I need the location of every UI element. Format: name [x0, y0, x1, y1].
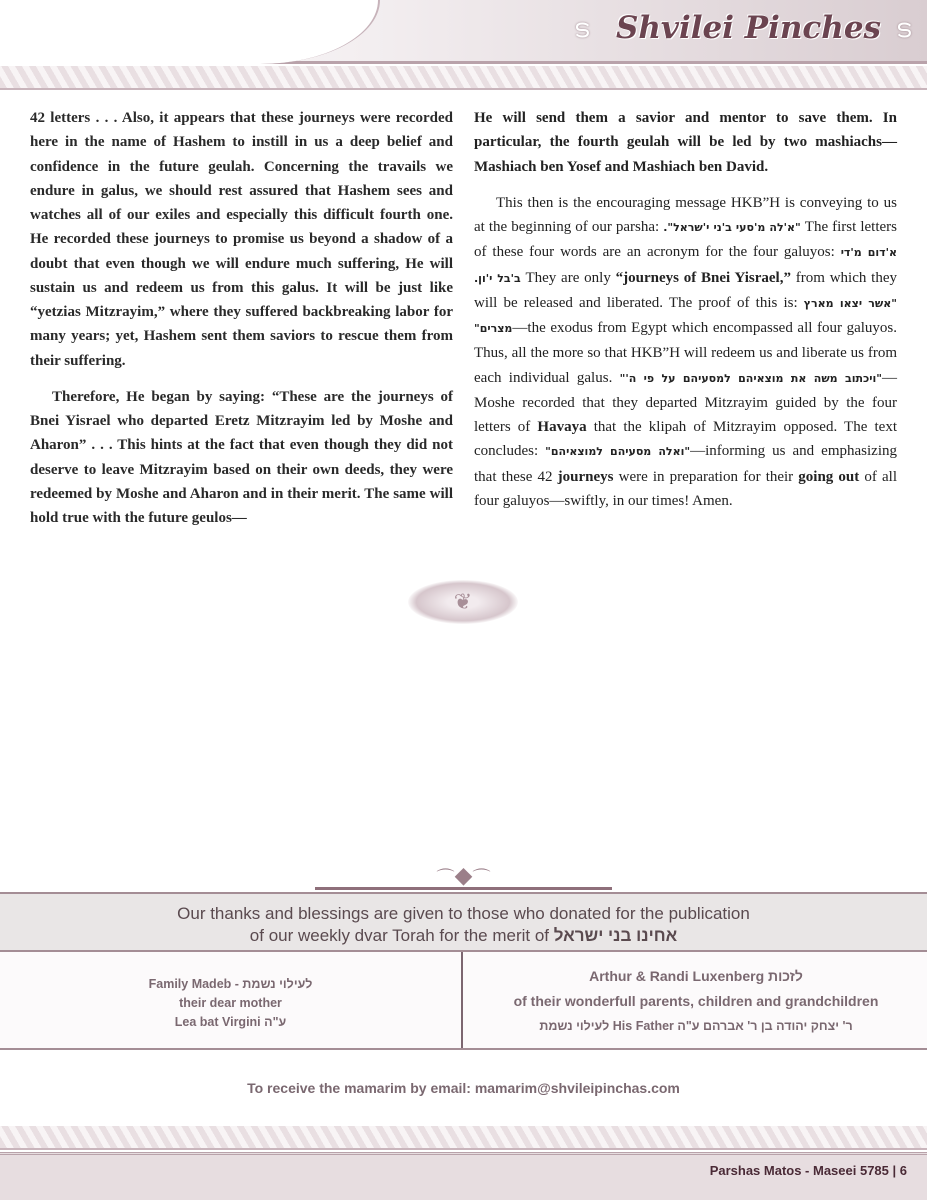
text: of all four galuyos—swiftly, in our times! Amen.: [474, 468, 897, 509]
bold-text: Havaya: [537, 419, 587, 435]
hebrew-text: אחינו בני ישראל: [553, 926, 678, 945]
dedication-line: לעילוי נשמת His Father ר' יצחק יהודה בן ר' אברהם ע"ה: [539, 1019, 853, 1033]
text: were in preparation for their: [613, 468, 799, 485]
dedication-line: Arthur & Randi Luxenberg לזכות: [589, 968, 803, 984]
hebrew-quote: "ואלה מסעיהם למוצאיהם": [545, 445, 691, 459]
paragraph: He will send them a savior and mentor to save them. In particular, the fourth geulah will be led by two mashiachs—Mashiach ben Yosef and Mashiach ben David.: [474, 110, 897, 175]
ornamental-border-bottom: [0, 1126, 927, 1150]
hebrew-quote: "ויכתוב משה את מוצאיהם למסעיהם על פי ה'": [619, 371, 883, 385]
paragraph: Therefore, He began by saying: “These are the journeys of Bnei Yisrael who departed Eretz Mitzrayim led by Moshe and Aharon” . . . This hints at the fact that even though they did not deserve to leave Mitzrayim based on their own deeds, they were redeemed by Moshe and Aharon and in their merit. The same will hold true with the future geulos—: [30, 388, 453, 526]
right-column: [474, 106, 897, 525]
publication-title: Shvilei Pinches: [616, 10, 881, 46]
header-banner: [0, 0, 927, 64]
ornament-icon: ❦: [408, 580, 518, 624]
ornamental-border-top: [0, 66, 927, 90]
text: —informing us and emphasizing that these 42: [474, 443, 897, 485]
header-curve: [0, 0, 380, 64]
dedication-boxes: [0, 952, 927, 1050]
paragraph: 42 letters . . . Also, it appears that these journeys were recorded here in the name of Hashem to instill in us a deep belief and confidence in the future geulah. Concerning the travails we endure in galus, we should rest assured that Hashem sees and watches all of our exiles and especially this difficult fourth one. He recorded these journeys to promise us beyond a shadow of a doubt that even though we will endure much suffering, He will sustain us and redeem us from this galus. It will be just like “yetzias Mitzrayim,” where they suffered backbreaking labor for many years; yet, Hashem sent them saviors to rescue them from their suffering.: [30, 110, 453, 369]
bold-text: “journeys of Bnei Yisrael,”: [615, 269, 791, 286]
bold-text: journeys: [557, 468, 614, 485]
text: This then is the encouraging message HKB”H is conveying to us at the beginning of our parsha:: [474, 194, 897, 235]
dedication-left: [0, 952, 463, 1048]
page-footer: [0, 1152, 927, 1200]
donation-line: Our thanks and blessings are given to those who donated for the publication: [177, 904, 750, 923]
dedication-line: Family Madeb - לעילוי נשמת: [148, 977, 313, 991]
email-notice: To receive the mamarim by email: mamarim@shvileipinchas.com: [247, 1080, 680, 1096]
page-info: Parshas Matos - Maseei 5785 | 6: [709, 1163, 907, 1178]
swirl-ornament-icon: ട: [573, 14, 589, 43]
paragraph: [474, 191, 897, 513]
text: —the exodus from Egypt which encompassed all four galuyos. Thus, all the more so that HKB”H will redeem us and liberate us from each individual galus.: [474, 320, 897, 386]
text: They are only: [520, 269, 616, 286]
donation-line: [0, 925, 927, 947]
dedication-right: [465, 952, 927, 1048]
bold-text: going out: [798, 468, 860, 485]
text: from which they will be released and liberated. The proof of this is:: [474, 269, 897, 311]
left-column: [30, 106, 453, 542]
hebrew-quote: "א'לה מ'סעי ב'ני י'שראל".: [663, 221, 801, 234]
text: that the klipah of Mitzrayim opposed. The text concludes:: [474, 419, 897, 460]
text: The first letters of these four words are an acronym for the four galuyos:: [474, 219, 898, 261]
hebrew-quote: "אשר יצאו מארץ מצרים": [474, 296, 897, 335]
hebrew-quote: א'דום מ'די ב'בל י'ון.: [474, 246, 897, 285]
text: of our weekly dvar Torah for the merit of: [249, 926, 554, 945]
fan-ornament-icon: ⌒◆⌒: [315, 868, 612, 890]
dedication-line: their dear mother: [179, 996, 282, 1010]
dedication-line: Lea bat Virgini ע"ה: [174, 1015, 287, 1029]
swirl-ornament-icon: ട: [895, 14, 911, 43]
donation-banner: [0, 892, 927, 952]
dedication-line: of their wonderfull parents, children and grandchildren: [513, 993, 879, 1009]
text: —Moshe recorded that they departed Mitzrayim guided by the four letters of: [474, 369, 898, 435]
